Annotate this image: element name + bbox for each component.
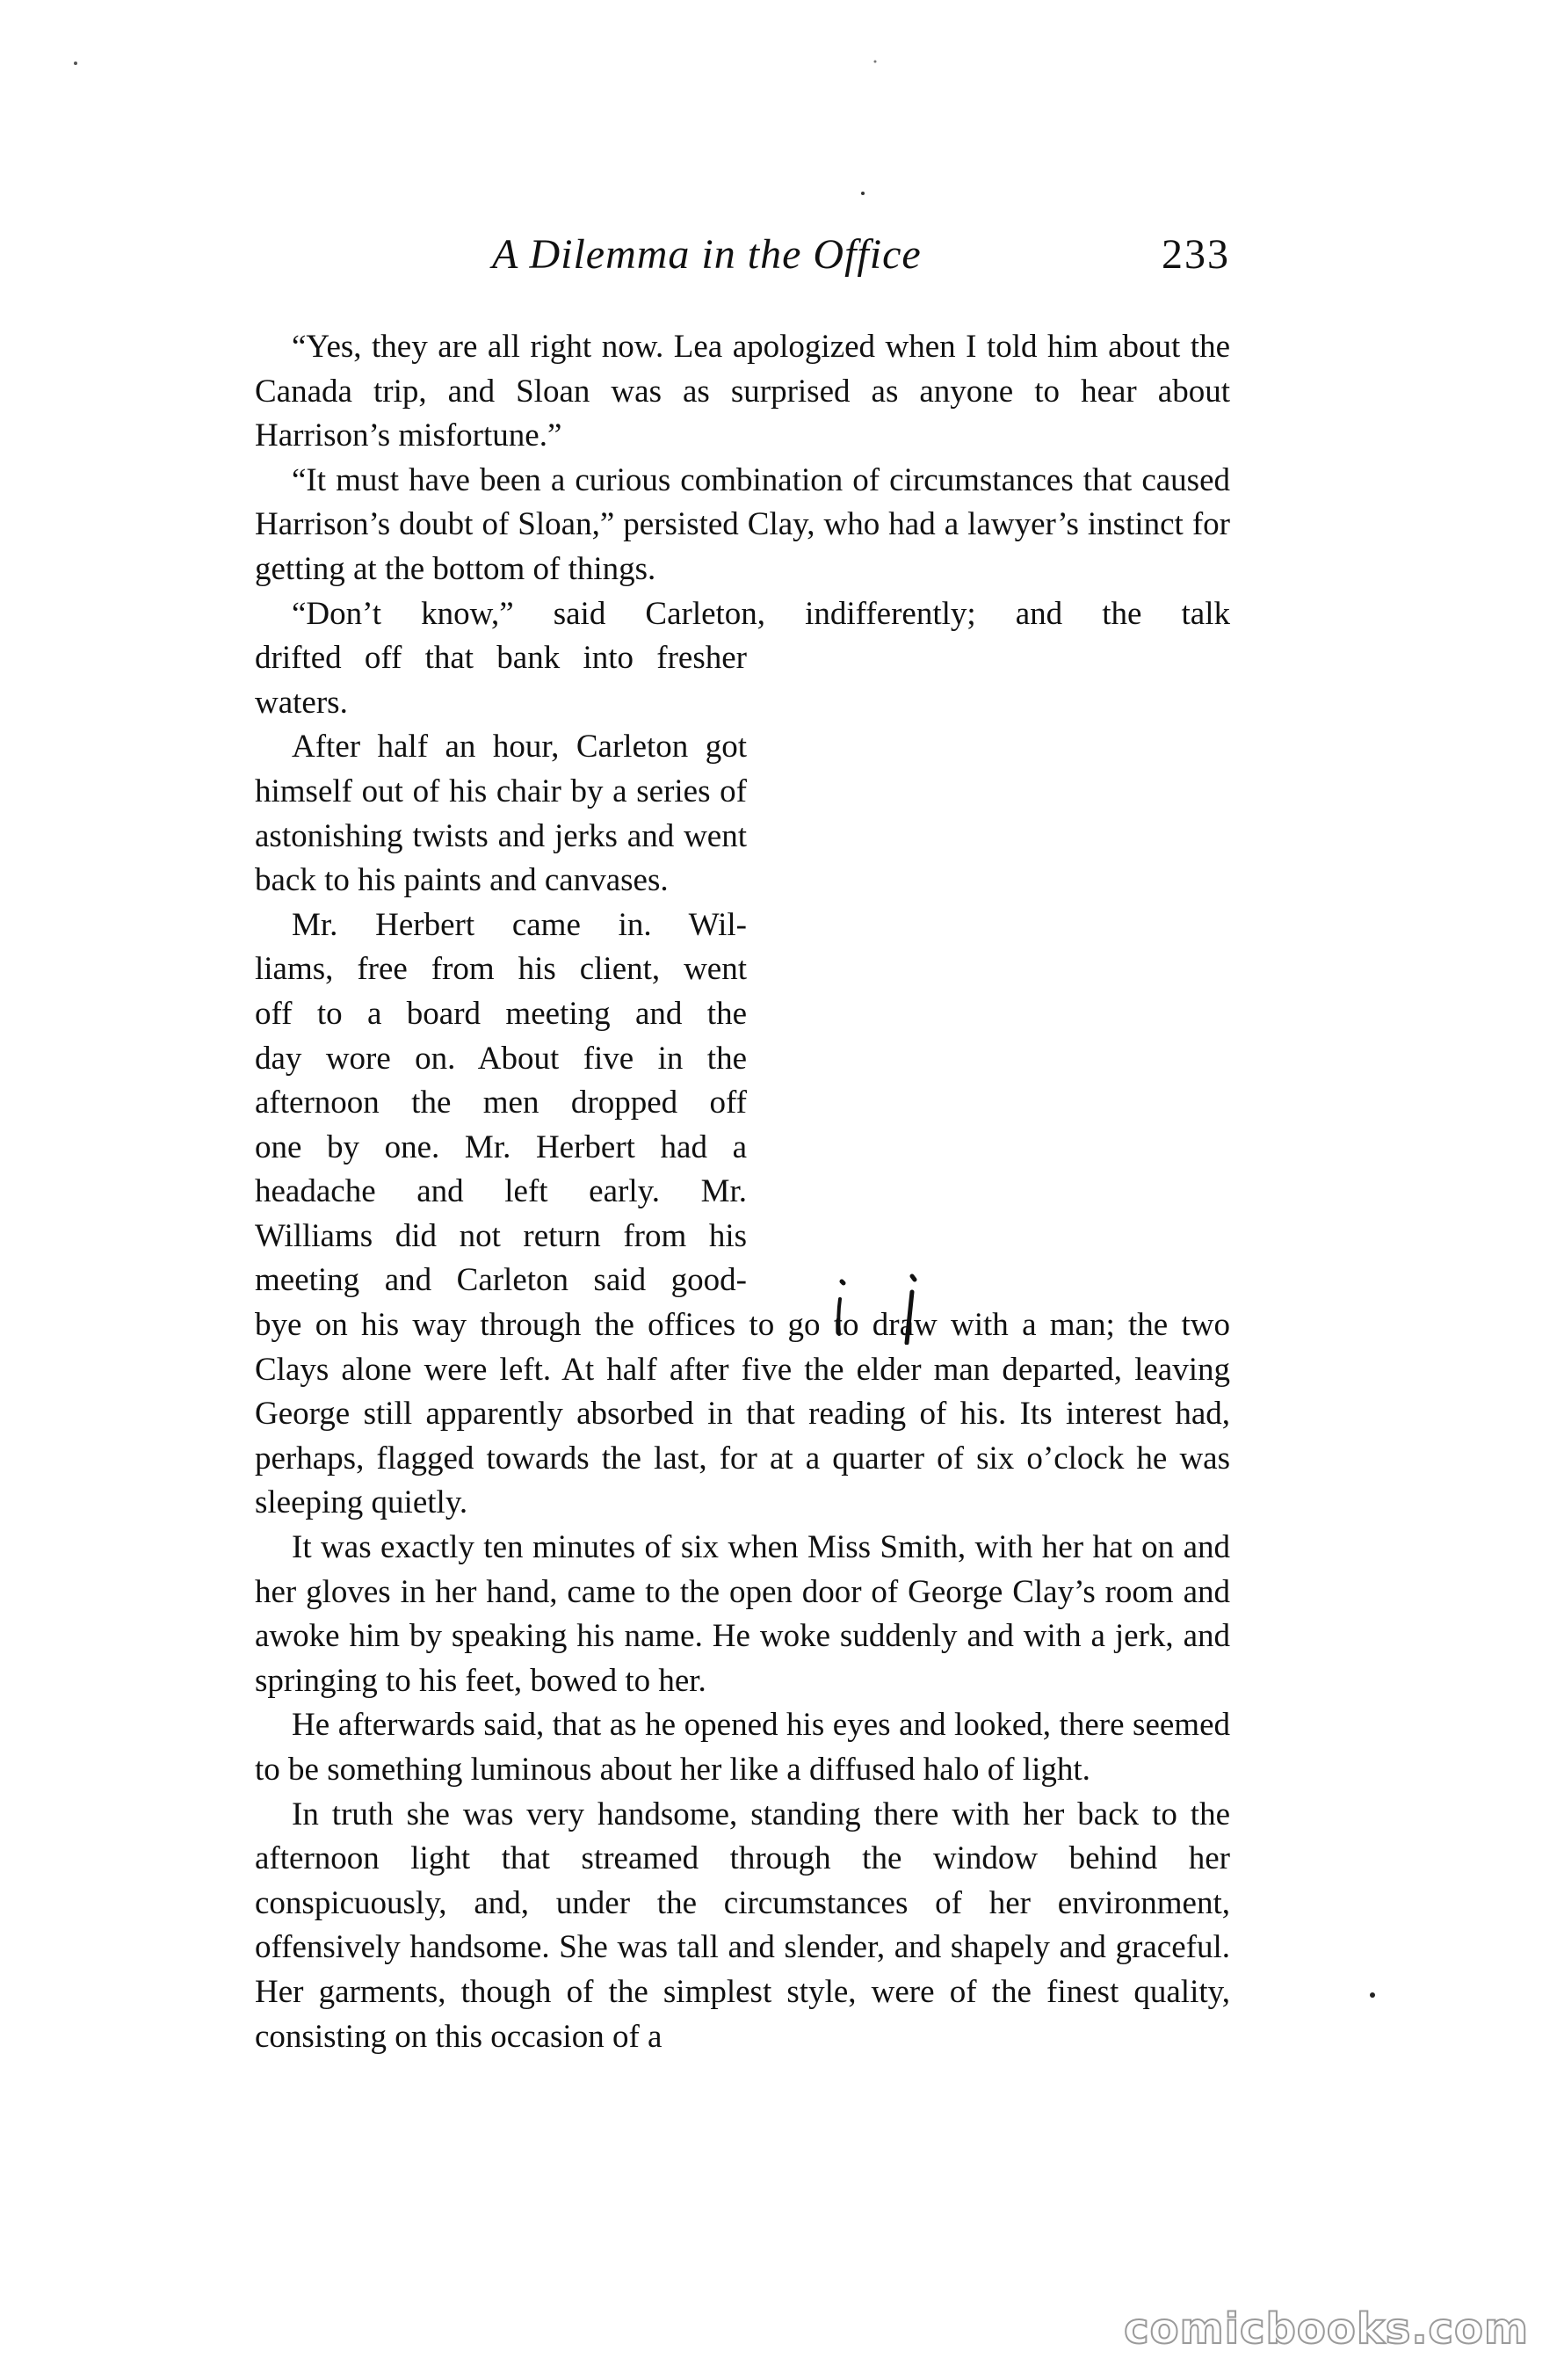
page-number: 233 — [1162, 231, 1230, 278]
paragraph-8: In truth she was very handsome, standing there with her back to the afternoon light that streamed through the window behind her conspicuously, and, under the circumstances of her environment, offensively handsome. She was tall and slender, and shapely and graceful. Her garments, though of the simplest style, were of the finest quality, consisting on this occasion of a — [255, 1796, 1230, 2055]
paragraph-5-line-1: Mr. Herbert came in. Wil- — [292, 906, 747, 943]
paragraph-7: He afterwards said, that as he opened his eyes and looked, there seemed to be something luminous about her like a diffused halo of light. — [255, 1707, 1230, 1788]
running-header — [255, 230, 1230, 301]
watermark-logo: comicbooks.com — [1124, 2304, 1529, 2354]
paragraph-3 — [255, 592, 1230, 726]
paragraph-5-line-8: Williams did not return from his — [255, 1217, 747, 1254]
body-text — [255, 325, 1230, 2059]
paragraph-1: “Yes, they are all right now. Lea apologized when I told him about the Canada trip, and Sloan was as surprised as anyone to hear about Harrison’s misfortune.” — [255, 329, 1230, 454]
paragraph-4: After half an hour, Carleton got himself out of his chair by a series of astonishing twists and jerks and went back to his paints and canvases. — [255, 729, 747, 899]
paragraph-2: “It must have been a curious combination of circumstances that caused Harrison’s doubt of Sloan,” persisted Clay, who had a lawyer’s instinct for getting at the bottom of things. — [255, 461, 1230, 587]
paragraph-5-line-6: one by one. Mr. Herbert had a — [255, 1128, 747, 1165]
paragraph-5-line-4: day wore on. About five in the — [255, 1040, 747, 1077]
paragraph-5 — [255, 903, 1230, 1526]
paragraph-3-line-1: “Don’t know,” said Carleton, indifferently; and the talk — [292, 595, 1230, 632]
paragraph-3-line-2: drifted off that bank into fresher — [255, 640, 747, 677]
paragraph-5-line-9: meeting and Carleton said good- — [255, 1262, 747, 1299]
paragraph-5-line-7: headache and left early. Mr. — [255, 1173, 747, 1210]
paragraph-3-line-3: waters. — [255, 684, 348, 721]
stray-pen-marks — [808, 1266, 940, 1345]
paragraph-6: It was exactly ten minutes of six when Miss Smith, with her hat on and her gloves in her hand, came to the open door of George Clay’s room and awoke him by speaking his name. He woke suddenly and with a jerk, and springing to his feet, bowed to her. — [255, 1529, 1230, 1699]
paragraph-5-rest: bye on his way through the offices to go to draw with a man; the two Clays alone were left. At half after five the elder man departed, leaving George still apparently absorbed in that reading of his. Its interest had, perhaps, flagged towards the last, for at a quarter of six o’clock he was sleeping quietly. — [255, 1307, 1230, 1521]
paragraph-5-line-5: afternoon the men dropped off — [255, 1085, 747, 1121]
running-title: A Dilemma in the Office — [492, 231, 922, 278]
paragraph-5-line-2: liams, free from his client, went — [255, 951, 747, 988]
paragraph-5-line-3: off to a board meeting and the — [255, 995, 747, 1032]
